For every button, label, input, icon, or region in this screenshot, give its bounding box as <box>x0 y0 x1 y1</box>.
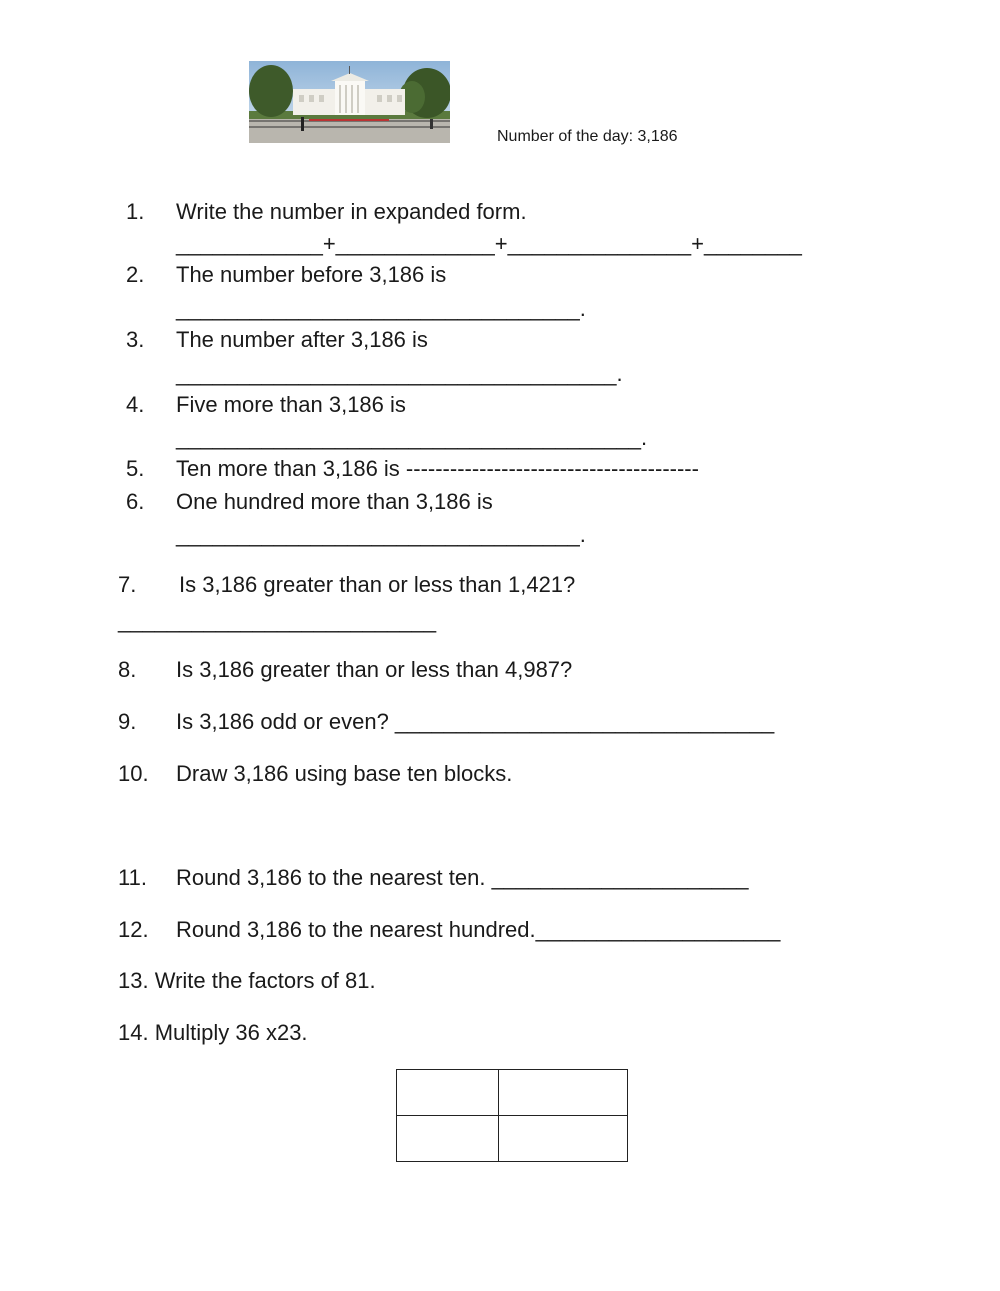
grid-cell[interactable] <box>397 1116 499 1162</box>
question-11-number: 11. <box>118 865 147 890</box>
question-5-text: Ten more than 3,186 is ---------------------------------------- <box>176 456 699 481</box>
white-house-picture <box>249 61 450 143</box>
question-1-answer-line: ____________+_____________+_______________+________ <box>176 231 802 256</box>
question-10-text: Draw 3,186 using base ten blocks. <box>176 761 513 786</box>
question-4-text: Five more than 3,186 is <box>176 392 406 417</box>
question-10-number: 10. <box>118 761 149 786</box>
grid-cell[interactable] <box>499 1116 628 1162</box>
question-2-number: 2. <box>126 262 145 287</box>
question-3-text: The number after 3,186 is <box>176 327 428 352</box>
question-3-number: 3. <box>126 327 145 352</box>
white-house-icon <box>249 61 450 143</box>
question-14-text: 14. Multiply 36 x23. <box>118 1020 308 1045</box>
grid-cell[interactable] <box>397 1070 499 1116</box>
question-6-number: 6. <box>126 489 145 514</box>
grid-cell[interactable] <box>499 1070 628 1116</box>
question-1-number: 1. <box>126 199 145 224</box>
question-12-number: 12. <box>118 917 149 942</box>
question-12-text: Round 3,186 to the nearest hundred.____________________ <box>176 917 781 942</box>
question-6-text: One hundred more than 3,186 is <box>176 489 493 514</box>
question-11-text: Round 3,186 to the nearest ten. _____________________ <box>176 865 749 890</box>
question-5-number: 5. <box>126 456 145 481</box>
question-6-answer-line: _________________________________. <box>176 522 586 547</box>
question-9-text: Is 3,186 odd or even? _______________________________ <box>176 709 775 734</box>
question-8-number: 8. <box>118 657 137 682</box>
question-8-text: Is 3,186 greater than or less than 4,987? <box>176 657 573 682</box>
question-2-answer-line: _________________________________. <box>176 296 586 321</box>
multiplication-grid <box>396 1069 628 1162</box>
question-7-number: 7. <box>118 572 137 597</box>
question-3-answer-line: ____________________________________. <box>176 361 623 386</box>
question-7-answer-line: __________________________ <box>118 608 437 633</box>
number-of-the-day: Number of the day: 3,186 <box>497 128 678 145</box>
question-9-number: 9. <box>118 709 137 734</box>
question-1-text: Write the number in expanded form. <box>176 199 527 224</box>
question-2-text: The number before 3,186 is <box>176 262 447 287</box>
question-13-text: 13. Write the factors of 81. <box>118 968 376 993</box>
question-7-text: Is 3,186 greater than or less than 1,421? <box>179 572 576 597</box>
question-4-answer-line: ______________________________________. <box>176 425 648 450</box>
question-4-number: 4. <box>126 392 145 417</box>
